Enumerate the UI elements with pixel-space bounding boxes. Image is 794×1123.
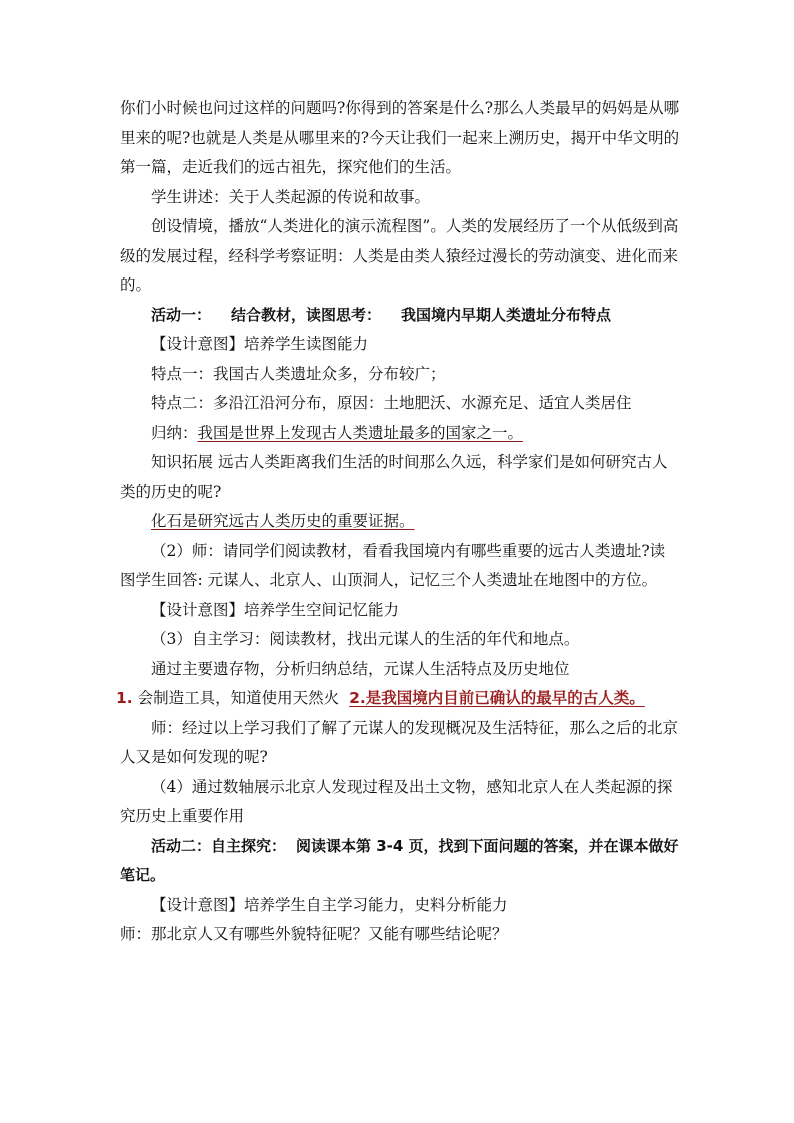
activity-two-heading [120,832,680,891]
fossil-text: 化石是研究远古人类历史的重要证据。 [151,512,415,530]
extension-text: 远古人类距离我们生活的时间那么久远，科学家们是如何研究古人类的历史的呢? [120,453,668,501]
design-intent-2: 【设计意图】培养学生空间记忆能力 [151,600,400,619]
activity-one-label: 活动一： [151,305,212,324]
design-intent-1: 【设计意图】培养学生读图能力 [151,335,369,353]
point-one-number: 1. [116,689,133,707]
summary-line [120,419,680,449]
knowledge-extension [120,448,680,507]
teacher-remark-2: 师：那北京人又有哪些外貌特征呢？又能有哪些结论呢？ [120,925,508,943]
paragraph-student-story: 学生讲述：关于人类起源的传说和故事。 [151,187,431,206]
question-two: （2）师：请同学们阅读教材，看看我国境内有哪些重要的远古人类遗址?读图学生回答: 元谋人、北京人、山顶洞人，记忆三个人类遗址在地图中的方位。 [120,541,666,589]
activity-two-text: 阅读课本第 3-4 页，找到下面问题的答案，并在课本做好笔记。 [120,836,679,884]
activity-two-label: 活动二：自主探究： [151,836,287,855]
paragraph-scenario: 创设情境，播放“人类进化的演示流程图”。人类的发展经历了一个从低级到高级的发展过程，经科学考察证明：人类是由类人猿经过漫长的劳动演变、进化而来的。 [120,217,679,294]
paragraph-intro: 你们小时候也问过这样的问题吗?你得到的答案是什么?那么人类最早的妈妈是从哪里来的呢?也就是人类是从哪里来的?今天让我们一起来上溯历史，揭开中华文明的第一篇，走近我们的远古祖先，探究他们的生活。 [120,99,680,176]
summary-label: 归纳： [151,423,198,442]
activity-one-heading [120,301,680,331]
extension-label: 知识拓展 [151,453,214,471]
activity-one-text: 结合教材，读图思考： [231,305,382,324]
point-two-text: 2.是我国境内目前已确认的最早的古人类。 [349,689,645,707]
teacher-remark-1: 师：经过以上学习我们了解了元谋人的发现概况及生活特征，那么之后的北京人又是如何发现的呢? [120,718,679,766]
summary-text: 我国是世界上发现古人类遗址最多的国家之一。 [197,423,524,442]
yuanmou-points [116,684,680,714]
question-four: （4）通过数轴展示北京人发现过程及出土文物，感知北京人在人类起源的探究历史上重要作用 [120,777,673,825]
activity-one-topic: 我国境内早期人类遗址分布特点 [401,305,612,324]
fossil-line [120,507,680,537]
analysis-line: 通过主要遗存物，分析归纳总结，元谋人生活特点及历史地位 [151,659,570,678]
point-one-text: 会制造工具，知道使用天然火 [132,689,340,707]
feature-one: 特点一：我国古人类遗址众多，分布较广； [151,364,446,383]
question-three: （3）自主学习：阅读教材，找出元谋人的生活的年代和地点。 [151,630,580,648]
design-intent-3: 【设计意图】培养学生自主学习能力，史料分析能力 [151,895,508,914]
feature-two: 特点二：多沿江沿河分布，原因：土地肥沃、水源充足、适宜人类居住 [151,394,632,412]
document-body [116,94,680,950]
